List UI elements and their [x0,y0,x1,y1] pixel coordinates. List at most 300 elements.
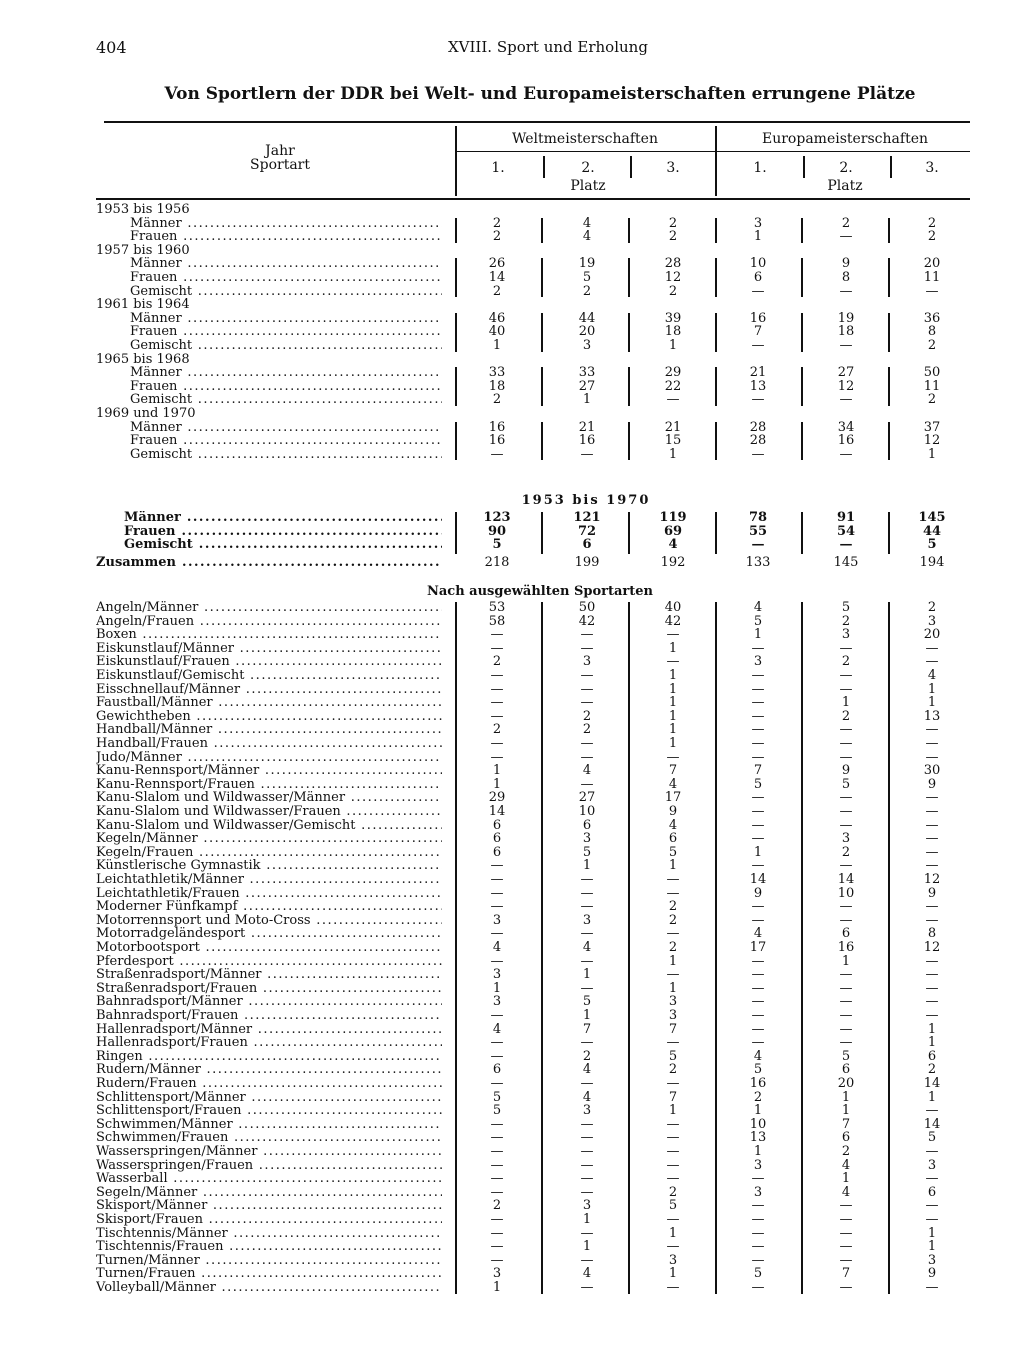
table-row [0,1172,1024,1186]
cell-em-3: 1 [927,446,937,462]
table-row [0,655,1024,669]
cell-em-3: — [925,1008,939,1023]
cell-wm-1: 46 [488,310,506,326]
row-label-text: Skisport/Frauen ..... [96,1213,442,1227]
cell-em-3: 6 [927,1184,937,1200]
cell-wm-3: — [666,1144,680,1159]
table-row [0,1186,1024,1200]
cell-em-3: 3 [927,613,937,629]
column-rule [628,512,630,554]
row-label [130,257,442,271]
row-label-text: Moderner Fünfkampf ..... [96,900,442,914]
cell-wm-1: — [490,1048,504,1064]
column-rule [715,422,717,461]
table-row [0,1023,1024,1037]
cell-wm-2: — [580,1116,594,1132]
table-row [0,1213,1024,1227]
cell-em-1: — [751,681,765,697]
table-row [0,846,1024,860]
row-label [96,995,442,1009]
cell-em-3: 36 [923,310,941,326]
table-row [0,257,1024,271]
cell-em-2: 12 [837,378,855,394]
column-rule [801,512,803,554]
sport-section-title: Nach ausgewählten Sportarten [426,584,653,599]
header-jahr: Jahr [265,143,295,159]
cell-wm-1: 3 [492,1266,502,1282]
cell-wm-1: 33 [488,365,506,381]
row-label-text: Künstlerische Gymnastik ..... [96,859,442,873]
cell-wm-3: 7 [668,763,678,779]
cell-wm-3: 5 [668,844,678,860]
cell-wm-1: 6 [492,831,502,847]
cell-em-3: — [925,654,939,670]
cell-wm-1: — [490,1225,504,1241]
row-label-text: Leichtathletik/Frauen ..... [96,887,442,901]
cell-wm-2: — [580,1225,594,1241]
cell-wm-3: 3 [668,1008,678,1023]
row-label-text: Frauen ..... [130,230,442,244]
cell-em-3: — [925,967,939,983]
cell-em-2: 16 [837,433,855,449]
cell-wm-1: 16 [488,419,506,435]
cell-em-1: 3 [753,215,763,231]
row-label [96,407,442,421]
cell-wm-2: — [580,1035,594,1051]
table-row [0,873,1024,887]
cell-em-2: 1 [841,953,851,969]
running-head: XVIII. Sport und Erholung [448,38,648,56]
cell-wm-3: 2 [668,1062,678,1078]
cell-em-1: 7 [753,324,763,340]
row-label [124,511,442,525]
table-row [0,927,1024,941]
cell-wm-2: — [580,446,594,462]
cell-wm-1: 1 [492,980,502,996]
cell-em-2: 7 [841,1116,851,1132]
cell-em-2: 3 [841,831,851,847]
cell-wm-1: 4 [492,1021,502,1037]
row-label [96,832,442,846]
cell-wm-2: 27 [578,378,596,394]
row-label [96,244,442,258]
cell-em-2: — [839,1198,853,1214]
cell-em-2: 20 [837,1076,855,1091]
cell-em-3: — [925,912,939,928]
cell-em-1: — [751,1171,765,1187]
cell-wm-3: — [666,872,680,887]
row-label-text: Judo/Männer ..... [96,751,442,765]
row-label-text: Gemischt ..... [130,339,442,353]
cell-wm-2: 21 [578,419,596,435]
cell-wm-3: — [666,392,680,408]
cell-em-2: 10 [837,885,855,901]
cell-wm-2: — [580,627,594,643]
cell-em-2: 3 [841,627,851,643]
row-label-text: Hallenradsport/Männer ..... [96,1023,442,1037]
row-label-text: Eiskunstlauf/Gemischt ..... [96,669,442,683]
header-wm-1: 1. [491,160,505,176]
cell-wm-2: 1 [582,858,592,874]
row-label-text: Tischtennis/Frauen ..... [96,1240,442,1254]
cell-wm-3: 4 [668,537,678,553]
cell-wm-3: 22 [664,378,682,394]
table-row [0,511,1024,525]
cell-em-3: 5 [927,1130,937,1146]
cell-wm-1: — [490,1171,504,1187]
row-label [96,1145,442,1159]
row-label-text: Angeln/Frauen ..... [96,615,442,629]
row-label-text: Segeln/Männer ..... [96,1186,442,1200]
row-label-text: Wasserspringen/Frauen ..... [96,1159,442,1173]
cell-wm-3: 7 [668,1021,678,1037]
row-label-text: Gemischt ..... [130,285,442,299]
table-row [0,1199,1024,1213]
cell-wm-3: 18 [664,324,682,340]
cell-wm-3: 9 [668,804,678,819]
table-row [0,669,1024,683]
cell-wm-2: 20 [578,324,596,340]
cell-em-3: 1 [927,1225,937,1241]
cell-wm-3: 192 [660,554,686,570]
table-row [0,900,1024,914]
cell-em-3: 11 [923,270,941,285]
cell-wm-3: 1 [668,1225,678,1241]
cell-wm-1: 2 [492,215,502,231]
cell-em-2: — [839,804,853,819]
column-rule [888,367,890,406]
column-rule [801,218,803,243]
cell-wm-2: — [580,953,594,969]
cell-em-1: — [751,722,765,738]
cell-em-1: 3 [753,1184,763,1200]
cell-em-2: — [839,790,853,806]
cell-wm-2: 7 [582,1021,592,1037]
cell-em-1: — [751,736,765,751]
cell-em-3: 50 [923,365,941,381]
column-rule [541,602,543,1294]
cell-em-1: — [751,804,765,819]
table-row [0,448,1024,462]
cell-wm-3: 1 [668,668,678,683]
table-row [0,1009,1024,1023]
cell-wm-2: 4 [582,215,592,231]
row-label-text: Männer ..... [130,257,442,271]
cell-wm-2: — [580,1157,594,1173]
cell-em-2: — [839,749,853,765]
cell-em-2: — [839,980,853,996]
cell-em-1: — [751,1035,765,1051]
column-rule [628,367,630,406]
cell-em-1: 14 [749,872,767,887]
row-label-text: Frauen ..... [130,434,442,448]
cell-wm-1: 2 [492,229,502,245]
cell-em-3: 30 [923,763,941,779]
row-label [96,900,442,914]
table-row [0,955,1024,969]
table-row [0,230,1024,244]
cell-em-2: 1 [841,1089,851,1105]
cell-em-3: 194 [919,554,945,570]
cell-em-3: 1 [927,681,937,697]
table-row [0,366,1024,380]
row-label [130,285,442,299]
row-label-text: Kanu-Rennsport/Frauen ..... [96,778,442,792]
cell-wm-1: 1 [492,763,502,779]
cell-em-3: 9 [927,885,937,901]
cell-em-1: 5 [753,613,763,629]
table-row [0,1104,1024,1118]
cell-em-2: 18 [837,324,855,340]
row-label [96,1186,442,1200]
wm-tick-2 [630,156,632,178]
row-label-text: Wasserspringen/Männer ..... [96,1145,442,1159]
cell-wm-2: — [580,695,594,711]
cell-em-1: — [751,640,765,656]
cell-em-1: 3 [753,1157,763,1173]
column-rule [801,313,803,352]
row-label [96,642,442,656]
cell-em-2: — [839,1212,853,1227]
row-label [96,1091,442,1105]
cell-em-3: 4 [927,668,937,683]
cell-wm-3: 2 [668,215,678,231]
cell-wm-2: — [580,885,594,901]
table-row [0,819,1024,833]
column-rule [801,258,803,297]
column-rule [715,218,717,243]
cell-wm-3: 7 [668,1089,678,1105]
row-label-text: Männer ..... [130,421,442,435]
cell-wm-1: 1 [492,1280,502,1295]
table-row [0,1118,1024,1132]
column-rule [455,512,457,554]
row-label [96,628,442,642]
cell-em-1: — [751,708,765,724]
table-row [0,380,1024,394]
row-label [96,927,442,941]
table-row [0,914,1024,928]
cell-em-1: — [751,817,765,833]
cell-em-2: 5 [841,1048,851,1064]
cell-wm-1: — [490,1116,504,1132]
cell-em-3: — [925,980,939,996]
row-label [96,955,442,969]
table-row [0,353,1024,367]
row-label [130,339,442,353]
column-rule [455,422,457,461]
cell-em-1: 4 [753,600,763,615]
row-label [96,710,442,724]
cell-em-1: 3 [753,654,763,670]
cell-em-2: 2 [841,1144,851,1159]
cell-wm-1: 1 [492,776,502,792]
cell-wm-2: 33 [578,365,596,381]
header-divider-stub [455,126,457,196]
cell-em-3: 44 [922,523,942,539]
cell-wm-2: — [580,681,594,697]
row-label-text: Pferdesport ..... [96,955,442,969]
cell-wm-1: 3 [492,994,502,1010]
row-label [96,1254,442,1268]
row-label [96,1199,442,1213]
cell-wm-1: — [490,1008,504,1023]
row-label-text: Gemischt ..... [130,393,442,407]
cell-em-1: 21 [749,365,767,381]
cell-wm-2: — [580,749,594,765]
header-wm-platz: Platz [570,178,606,194]
cell-em-1: — [751,338,765,353]
cell-wm-1: — [490,446,504,462]
cell-wm-3: 2 [668,899,678,915]
column-rule [715,602,717,1294]
cell-wm-2: 2 [582,722,592,738]
cell-em-2: — [839,338,853,353]
cell-wm-3: — [666,627,680,643]
table-row [0,1131,1024,1145]
cell-em-2: — [839,1225,853,1241]
cell-wm-3: 2 [668,940,678,955]
row-label [130,366,442,380]
cell-wm-1: — [490,1252,504,1268]
cell-wm-3: 5 [668,1048,678,1064]
column-rule [628,422,630,461]
row-label-text: Motorradgeländesport ..... [96,927,442,941]
cell-em-1: 4 [753,926,763,942]
column-rule [801,367,803,406]
cell-wm-2: 10 [578,804,596,819]
cell-wm-1: — [490,736,504,751]
cell-em-1: 13 [749,378,767,394]
row-label [130,421,442,435]
table-row [0,1077,1024,1091]
table-row [0,393,1024,407]
cell-em-2: 9 [841,256,851,272]
cell-wm-3: 4 [668,817,678,833]
table-row [0,968,1024,982]
cell-em-2: — [839,537,853,553]
cell-wm-2: 3 [582,654,592,670]
row-label-text: Rudern/Frauen ..... [96,1077,442,1091]
column-rule [541,313,543,352]
row-label-text: Kegeln/Männer ..... [96,832,442,846]
row-label [96,1240,442,1254]
cell-em-3: 1 [927,1239,937,1255]
row-label [96,723,442,737]
cell-wm-2: — [580,1184,594,1200]
cell-wm-2: 4 [582,1062,592,1078]
cell-wm-1: 40 [488,324,506,340]
row-label-text: Angeln/Männer ..... [96,601,442,615]
cell-wm-3: 17 [664,790,682,806]
cell-wm-1: 5 [492,1089,502,1105]
cell-em-1: 5 [753,1062,763,1078]
cell-em-1: — [751,831,765,847]
table-row [0,628,1024,642]
cell-wm-2: 3 [582,1103,592,1119]
row-label-text: Turnen/Männer ..... [96,1254,442,1268]
cell-em-3: 2 [927,215,937,231]
table-row [0,407,1024,421]
cell-em-3: — [925,1171,939,1187]
cell-wm-3: 1 [668,708,678,724]
cell-em-2: — [839,994,853,1010]
cell-wm-3: — [666,1130,680,1146]
cell-wm-3: 1 [668,695,678,711]
cell-wm-3: 1 [668,640,678,656]
cell-wm-3: — [666,1212,680,1227]
cell-wm-2: 19 [578,256,596,272]
cell-em-1: 55 [748,523,768,539]
cell-wm-1: — [490,926,504,942]
cell-em-2: 6 [841,1062,851,1078]
cell-wm-3: — [666,1035,680,1051]
table-row [0,791,1024,805]
header-wm-2: 2. [581,160,595,176]
cell-wm-1: — [490,872,504,887]
cell-wm-3: 1 [668,858,678,874]
cell-em-3: 5 [927,537,937,553]
table-row [0,312,1024,326]
cell-em-3: 12 [923,940,941,955]
row-label-text: Turnen/Frauen ..... [96,1267,442,1281]
table-row [0,203,1024,217]
row-label [124,525,442,539]
cell-wm-3: 15 [664,433,682,449]
column-rule [888,218,890,243]
row-label [96,1267,442,1281]
row-label [96,873,442,887]
cell-wm-2: 44 [578,310,596,326]
cell-wm-3: 1 [668,980,678,996]
row-label-text: Faustball/Männer ..... [96,696,442,710]
cell-wm-2: 42 [578,613,596,629]
summary-section-title: 1953 bis 1970 [521,493,651,508]
cell-wm-1: 29 [488,790,506,806]
cell-em-2: 2 [841,654,851,670]
table-row [0,298,1024,312]
header-bottom-rule [96,198,970,200]
row-label [96,751,442,765]
cell-em-1: 17 [749,940,767,955]
cell-wm-2: 5 [582,270,592,285]
cell-em-1: — [751,1239,765,1255]
cell-wm-3: 2 [668,1184,678,1200]
cell-wm-1: 14 [488,270,506,285]
cell-wm-2: 3 [582,912,592,928]
cell-em-1: 10 [749,1116,767,1132]
cell-em-1: — [751,953,765,969]
cell-em-2: — [839,736,853,751]
cell-em-1: 78 [748,510,768,525]
cell-em-1: — [751,1280,765,1295]
cell-em-2: — [839,229,853,245]
cell-wm-3: 1 [668,953,678,969]
cell-em-2: — [839,722,853,738]
header-em-1: 1. [753,160,767,176]
cell-em-1: — [751,537,765,553]
row-label [130,448,442,462]
header-divider-wm-em [715,126,717,196]
row-label [130,434,442,448]
cell-wm-3: 1 [668,338,678,353]
row-label [130,230,442,244]
cell-wm-2: 6 [582,817,592,833]
cell-wm-1: 2 [492,722,502,738]
cell-em-1: 9 [753,885,763,901]
cell-em-2: — [839,681,853,697]
cell-wm-1: — [490,668,504,683]
